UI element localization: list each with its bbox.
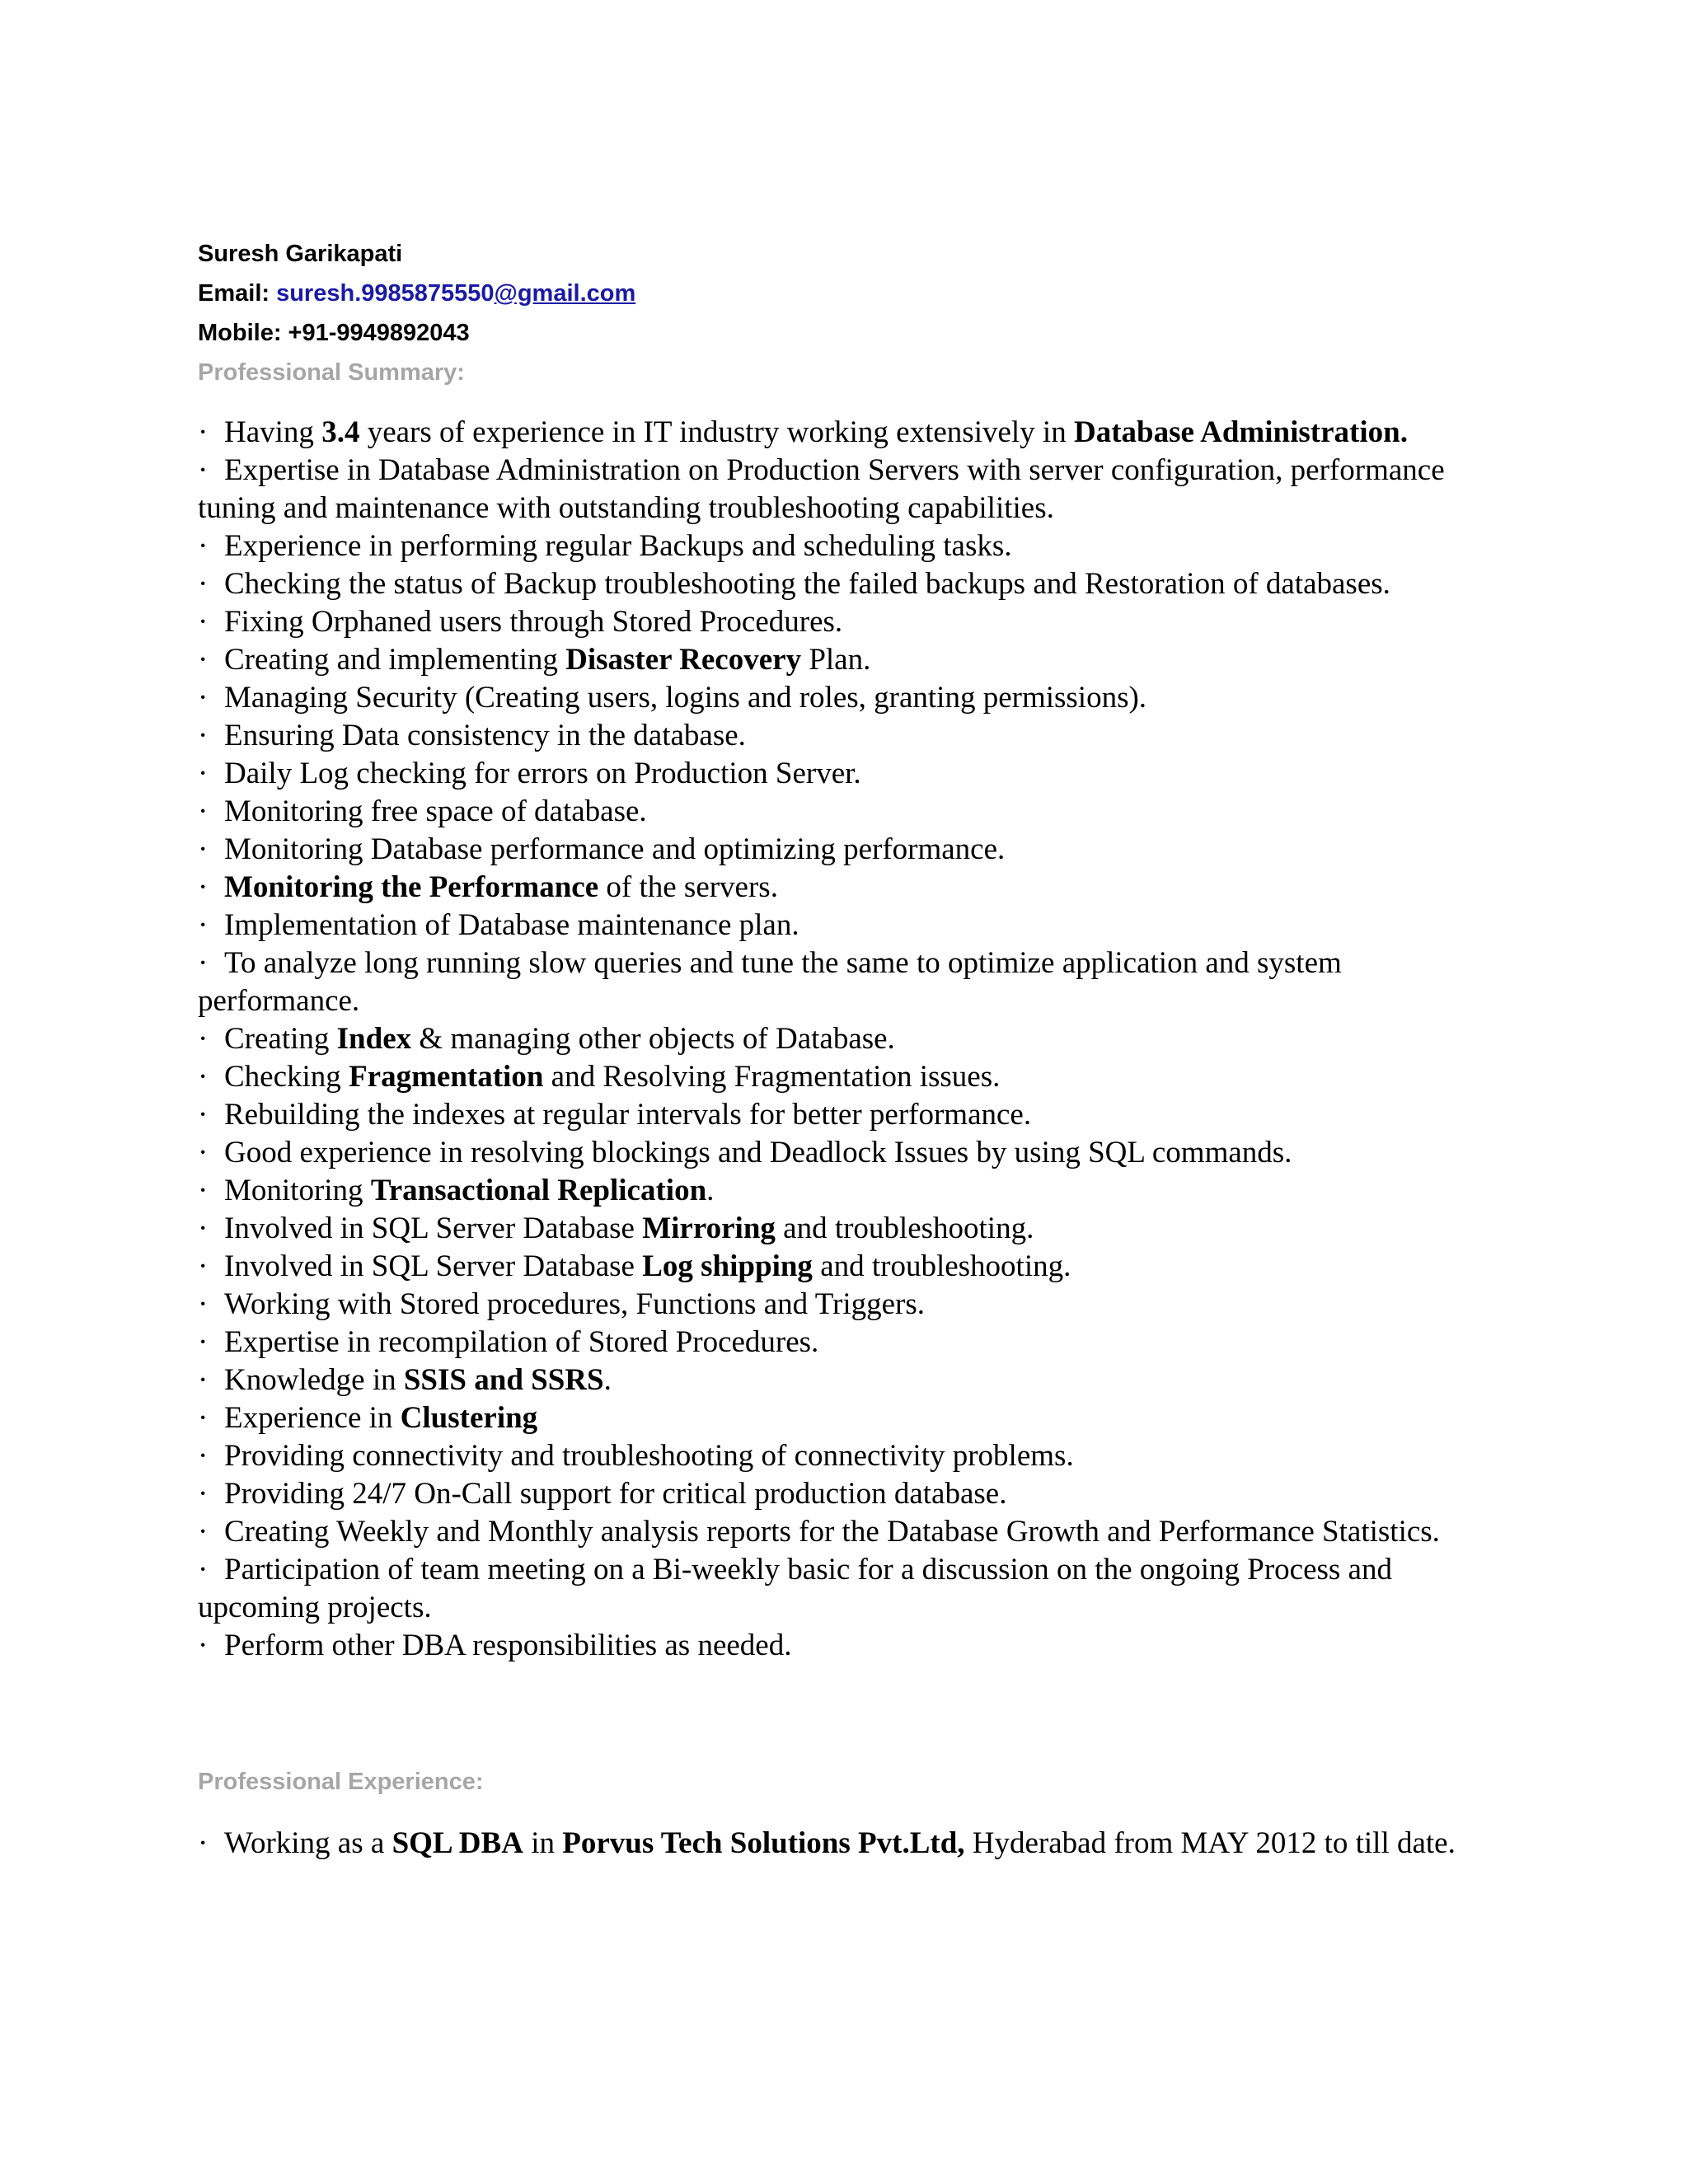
- bullet-text: Expertise in recompilation of Stored Procedures.: [224, 1325, 819, 1359]
- bullet-text: Implementation of Database maintenance plan.: [224, 908, 799, 942]
- bold-text: Index: [336, 1022, 412, 1056]
- bullet-text: Expertise in Database Administration on Production Servers with server configuration, performance tuning and maintenance with outstanding troubleshooting capabilities.: [198, 453, 1445, 525]
- summary-bullet: [198, 1172, 1459, 1210]
- summary-bullet: [198, 1361, 1459, 1399]
- summary-bullet: [198, 452, 1459, 527]
- bullet-marker: ·: [198, 1477, 209, 1511]
- bold-text: Monitoring the Performance: [224, 870, 599, 904]
- summary-bullet: [198, 1324, 1459, 1361]
- summary-bullet: [198, 1134, 1459, 1172]
- bold-text: Clustering: [400, 1401, 538, 1435]
- bullet-text: Creating Weekly and Monthly analysis reports for the Database Growth and Performance Statistics.: [224, 1515, 1440, 1549]
- bullet-marker: ·: [198, 870, 209, 904]
- summary-bullet: [198, 1248, 1459, 1286]
- bullet-text: Experience in: [224, 1401, 401, 1435]
- bullet-text: Monitoring free space of database.: [224, 794, 647, 828]
- bullet-text: Creating: [224, 1022, 337, 1056]
- summary-bullet: [198, 1627, 1459, 1665]
- contact-header: [198, 234, 1434, 353]
- bullet-marker: ·: [198, 719, 209, 752]
- email-link[interactable]: [276, 280, 635, 307]
- bullet-marker: ·: [198, 1060, 209, 1094]
- bullet-marker: ·: [198, 908, 209, 942]
- bullet-text: .: [603, 1363, 612, 1397]
- summary-bullet: [198, 1513, 1459, 1551]
- bullet-text: Providing connectivity and troubleshooting of connectivity problems.: [224, 1439, 1074, 1473]
- bullet-text: Working with Stored procedures, Functions and Triggers.: [224, 1287, 926, 1321]
- summary-bullet: [198, 679, 1459, 717]
- bold-text: Transactional Replication: [370, 1174, 707, 1207]
- bold-text: 3.4: [321, 415, 360, 449]
- bullet-text: Rebuilding the indexes at regular intervals for better performance.: [224, 1098, 1032, 1132]
- bullet-text: Involved in SQL Server Database: [224, 1249, 643, 1283]
- email-line: [198, 274, 1434, 313]
- experience-heading: Professional Experience:: [198, 1769, 484, 1795]
- summary-bullet: [198, 1399, 1459, 1437]
- summary-bullet: [198, 869, 1459, 907]
- bold-text: Mirroring: [642, 1212, 776, 1245]
- bullet-text: Experience in performing regular Backups and scheduling tasks.: [224, 529, 1012, 563]
- bullet-text: Good experience in resolving blockings and Deadlock Issues by using SQL commands.: [224, 1136, 1292, 1169]
- summary-list: [198, 414, 1459, 1665]
- bullet-text: Checking: [224, 1060, 349, 1094]
- bullet-marker: ·: [198, 681, 209, 715]
- summary-bullet: [198, 907, 1459, 944]
- bullet-marker: ·: [198, 757, 209, 790]
- summary-bullet: [198, 1437, 1459, 1475]
- bullet-marker: ·: [198, 605, 209, 639]
- mobile-line: Mobile: +91-9949892043: [198, 320, 470, 346]
- bold-text: SQL DBA: [392, 1826, 523, 1860]
- bullet-text: Checking the status of Backup troubleshooting the failed backups and Restoration of databases.: [224, 567, 1390, 601]
- bold-text: Database Administration.: [1073, 415, 1408, 449]
- bullet-marker: ·: [198, 643, 209, 677]
- bullet-marker: ·: [198, 946, 209, 980]
- email-domain: @gmail.com: [494, 280, 636, 307]
- bullet-marker: ·: [198, 1098, 209, 1132]
- bullet-text: Ensuring Data consistency in the database.: [224, 719, 746, 752]
- bold-text: Disaster Recovery: [565, 643, 802, 677]
- bullet-marker: ·: [198, 1515, 209, 1549]
- bullet-text: Participation of team meeting on a Bi-weekly basic for a discussion on the ongoing Process and upcoming projects.: [198, 1553, 1392, 1624]
- summary-bullet: [198, 1475, 1459, 1513]
- bullet-text: years of experience in IT industry working extensively in: [359, 415, 1074, 449]
- summary-bullet: [198, 1210, 1459, 1248]
- bullet-text: of the servers.: [598, 870, 778, 904]
- bullet-text: and Resolving Fragmentation issues.: [543, 1060, 1001, 1094]
- summary-bullet: [198, 414, 1459, 452]
- summary-heading: Professional Summary:: [198, 359, 465, 386]
- bullet-marker: ·: [198, 1401, 209, 1435]
- bullet-marker: ·: [198, 1212, 209, 1245]
- bullet-text: Fixing Orphaned users through Stored Procedures.: [224, 605, 843, 639]
- bullet-marker: ·: [198, 1629, 209, 1662]
- bold-text: Log shipping: [642, 1249, 813, 1283]
- bullet-text: & managing other objects of Database.: [411, 1022, 895, 1056]
- bullet-text: Hyderabad from MAY 2012 to till date.: [964, 1826, 1456, 1860]
- bullet-marker: ·: [198, 1287, 209, 1321]
- bullet-marker: ·: [198, 567, 209, 601]
- bullet-marker: ·: [198, 1826, 209, 1860]
- bullet-marker: ·: [198, 794, 209, 828]
- summary-bullet: [198, 565, 1459, 603]
- bullet-marker: ·: [198, 1136, 209, 1169]
- bold-text: Porvus Tech Solutions Pvt.Ltd,: [562, 1826, 965, 1860]
- bullet-text: Perform other DBA responsibilities as needed.: [224, 1629, 792, 1662]
- bullet-text: .: [706, 1174, 715, 1207]
- bullet-text: Having: [224, 415, 322, 449]
- bullet-text: To analyze long running slow queries and tune the same to optimize application and system performance.: [198, 946, 1342, 1018]
- email-user: suresh.9985875550: [276, 280, 495, 307]
- bullet-text: Daily Log checking for errors on Production Server.: [224, 757, 861, 790]
- bullet-marker: ·: [198, 1022, 209, 1056]
- summary-bullet: [198, 755, 1459, 793]
- bullet-text: Knowledge in: [224, 1363, 404, 1397]
- bullet-marker: ·: [198, 1325, 209, 1359]
- bullet-marker: ·: [198, 1363, 209, 1397]
- bullet-marker: ·: [198, 1553, 209, 1586]
- bullet-marker: ·: [198, 832, 209, 866]
- bullet-marker: ·: [198, 453, 209, 487]
- summary-bullet: [198, 717, 1459, 755]
- experience-bullet: [198, 1825, 1459, 1863]
- summary-bullet: [198, 1286, 1459, 1324]
- bullet-marker: ·: [198, 1174, 209, 1207]
- bold-text: SSIS and SSRS: [403, 1363, 604, 1397]
- summary-bullet: [198, 1058, 1459, 1096]
- bold-text: Fragmentation: [349, 1060, 544, 1094]
- summary-bullet: [198, 527, 1459, 565]
- bullet-marker: ·: [198, 529, 209, 563]
- summary-bullet: [198, 641, 1459, 679]
- bullet-text: and troubleshooting.: [812, 1249, 1071, 1283]
- bullet-text: and troubleshooting.: [775, 1212, 1034, 1245]
- bullet-text: Monitoring: [224, 1174, 371, 1207]
- bullet-marker: ·: [198, 1439, 209, 1473]
- bullet-text: Providing 24/7 On-Call support for critical production database.: [224, 1477, 1007, 1511]
- bullet-text: Managing Security (Creating users, logins and roles, granting permissions).: [224, 681, 1147, 715]
- bullet-text: Involved in SQL Server Database: [224, 1212, 643, 1245]
- summary-bullet: [198, 831, 1459, 869]
- email-label: Email:: [198, 280, 277, 307]
- summary-bullet: [198, 793, 1459, 831]
- summary-bullet: [198, 603, 1459, 641]
- experience-list: [198, 1825, 1459, 1863]
- bullet-text: in: [523, 1826, 563, 1860]
- bullet-text: Creating and implementing: [224, 643, 566, 677]
- bullet-text: Plan.: [801, 643, 871, 677]
- bullet-text: Monitoring Database performance and optimizing performance.: [224, 832, 1006, 866]
- summary-bullet: [198, 1551, 1459, 1627]
- bullet-text: Working as a: [224, 1826, 392, 1860]
- bullet-marker: ·: [198, 415, 209, 449]
- candidate-name: Suresh Garikapati: [198, 241, 403, 267]
- summary-bullet: [198, 1096, 1459, 1134]
- bullet-marker: ·: [198, 1249, 209, 1283]
- summary-bullet: [198, 944, 1459, 1020]
- summary-bullet: [198, 1020, 1459, 1058]
